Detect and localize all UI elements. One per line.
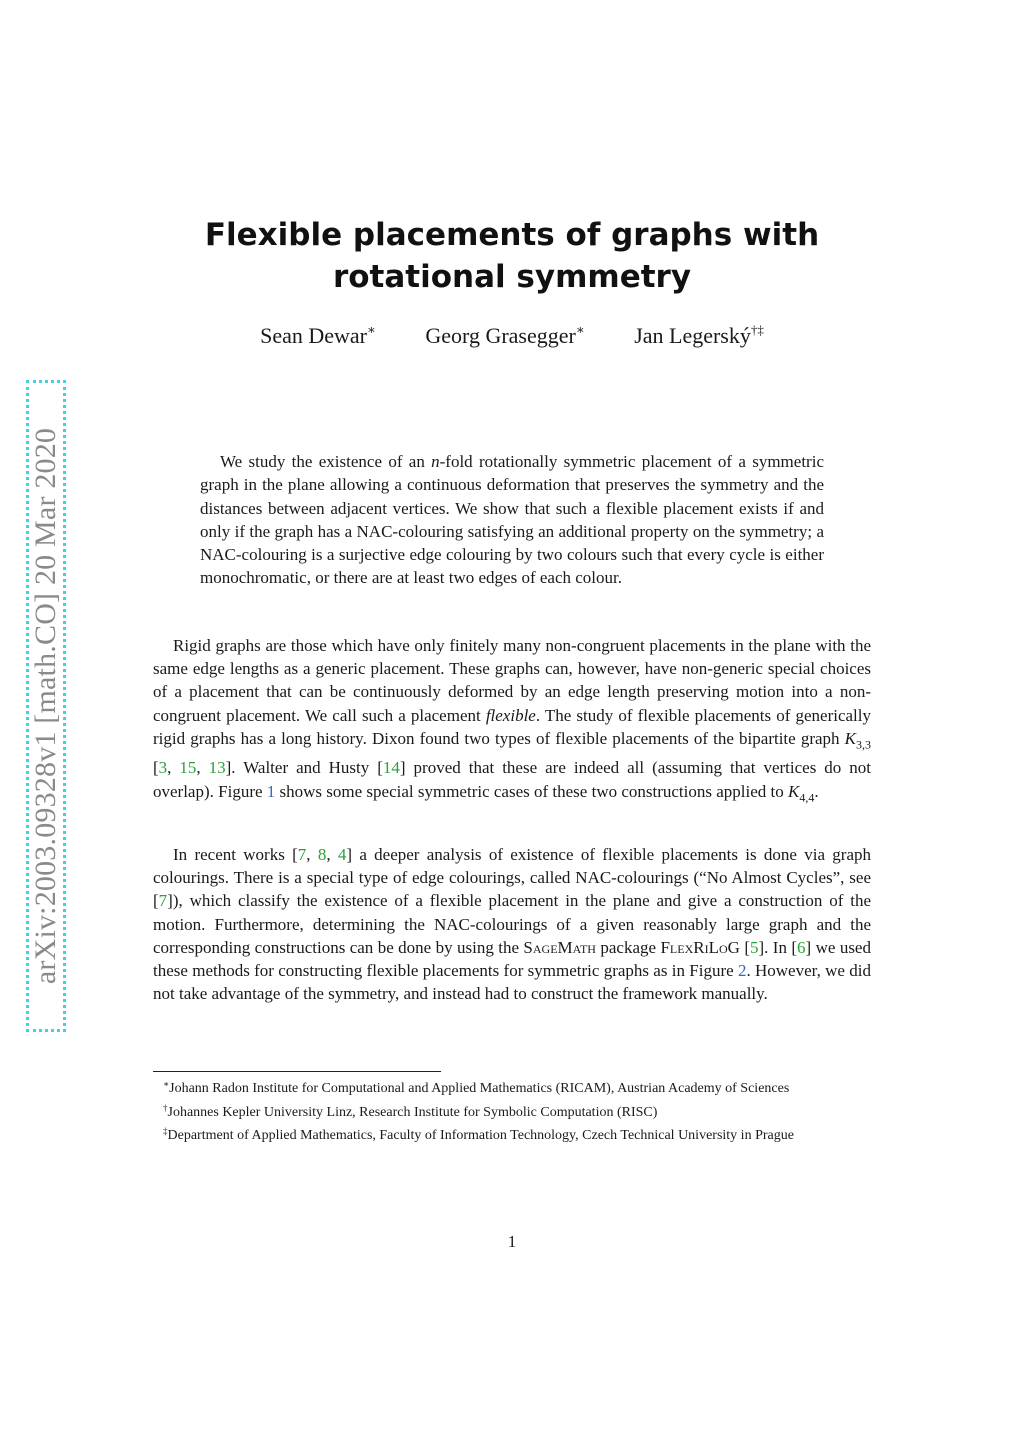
math-subscript: 4,4 (799, 790, 815, 804)
author-2 (425, 322, 584, 349)
footnote-mark: ∗ (163, 1079, 170, 1089)
body-text: ]), which classify the existence of a flexible placement in the plane and give a construction of the motion. Furthermore, determining the NAC-colourings of a given reasonably large graph and the corresponding constructions can be done by using the (153, 891, 871, 957)
author-name: Sean Dewar (260, 323, 368, 348)
body-text: Rigid graphs are those which have only finitely many non-congruent placements in the plane with the same edge lengths as a generic placement. These graphs can, however, have non-generic special choices of a placement that can be continuously deformed by an edge length preserving motion into a non-congruent placement. We call such a placement (153, 636, 871, 725)
figure-link-1[interactable]: 1 (266, 781, 276, 801)
footnote-1 (153, 1075, 871, 1099)
citation-link-13[interactable]: 13 (208, 758, 226, 778)
author-1 (260, 322, 376, 349)
software-name-sagemath: SageMath (523, 937, 596, 957)
body-text: ]. In [ (758, 937, 798, 957)
author-affiliation-mark: ∗ (575, 322, 585, 337)
body-paragraph-1 (153, 634, 871, 809)
body-text: , (196, 758, 209, 778)
title-line-1: Flexible placements of graphs with (204, 217, 820, 253)
author-affiliation-mark: †‡ (750, 322, 764, 337)
body-text: ] proved that these are indeed all (assuming that vertices do not overlap). Figure (153, 758, 872, 801)
citation-link-7[interactable]: 7 (297, 845, 307, 864)
citation-link-7[interactable]: 7 (158, 891, 168, 911)
abstract (200, 450, 824, 590)
body-text: [ (739, 937, 750, 957)
footnote-3 (153, 1122, 871, 1146)
body-text: ] we used these methods for constructing flexible placements for symmetric graphs as in Figure (153, 937, 871, 981)
page-number: 1 (507, 1232, 517, 1251)
author-list (0, 322, 1024, 349)
software-name-flexrilog: FlexRiLoG (660, 937, 740, 957)
author-name: Jan Legerský (634, 323, 751, 348)
footnote-text: Department of Applied Mathematics, Faculty of Information Technology, Czech Technical University in Prague (167, 1128, 794, 1143)
body-text: . The study of flexible placements of generically rigid graphs has a long history. Dixon found two types of flexible placements of the bipartite graph (153, 705, 871, 748)
arxiv-stamp (26, 380, 66, 1032)
author-affiliation-mark: ∗ (367, 322, 376, 337)
body-paragraph-2 (153, 843, 871, 1005)
footnote-text: Johann Radon Institute for Computational and Applied Mathematics (RICAM), Austrian Academy of Sciences (169, 1081, 790, 1096)
figure-link-2[interactable]: 2 (737, 961, 747, 981)
body-text: , (167, 758, 180, 778)
body-text: ]. Walter and Husty [ (225, 758, 383, 778)
math-base: K (844, 728, 856, 748)
math-subscript: 3,3 (856, 737, 871, 752)
footnotes (153, 1075, 871, 1146)
math-k44 (788, 781, 815, 804)
abstract-text: We study the existence of an (220, 452, 432, 471)
citation-link-6[interactable]: 6 (797, 937, 806, 957)
body-text: . However, we did not take advantage of the symmetry, and instead had to construct the framework manually. (153, 961, 871, 1004)
body-text: [ (153, 758, 159, 778)
citation-link-4[interactable]: 4 (337, 845, 347, 864)
citation-link-15[interactable]: 15 (179, 758, 197, 778)
footnote-2 (153, 1099, 871, 1123)
arxiv-stamp-text: arXiv:2003.09328v1 [math.CO] 20 Mar 2020 (29, 427, 62, 985)
body-text: , (306, 845, 318, 864)
footnote-rule (153, 1071, 441, 1072)
citation-link-14[interactable]: 14 (382, 758, 400, 778)
footnote-text: Johannes Kepler University Linz, Research Institute for Symbolic Computation (RISC) (167, 1104, 658, 1120)
math-k33 (844, 728, 871, 752)
footnote-mark: † (163, 1102, 168, 1113)
citation-link-3[interactable]: 3 (158, 758, 168, 778)
body-text: shows some special symmetric cases of these two constructions applied to (275, 781, 789, 801)
body-text: package (595, 937, 661, 957)
paper-title (0, 214, 1024, 298)
citation-link-5[interactable]: 5 (749, 937, 759, 957)
abstract-text: -fold rotationally symmetric placement of a symmetric graph in the plane allowing a continuous deformation that preserves the symmetry and the distances between adjacent vertices. We show that such a flexible placement exists if and only if the graph has a NAC-colouring satisfying an additional property on the symmetry; a NAC-colouring is a surjective edge colouring by two colours such that every cycle is either monochromatic, or there are at least two edges of each colour. (200, 452, 824, 588)
math-n: n (431, 452, 440, 471)
body-text: In recent works [ (173, 845, 298, 864)
body-text: , (326, 845, 338, 864)
footnote-mark: ‡ (163, 1126, 168, 1136)
body-text: ] a deeper analysis of existence of flexible placements is done via graph colourings. There is a special type of edge colourings, called NAC-colourings (“No Almost Cycles”, see [ (153, 845, 871, 911)
author-3 (634, 322, 764, 349)
body-text: . (814, 781, 819, 801)
citation-link-8[interactable]: 8 (317, 845, 327, 864)
title-line-2: rotational symmetry (332, 259, 692, 295)
author-name: Georg Grasegger (425, 323, 576, 348)
math-base: K (788, 781, 800, 801)
emphasis-flexible: flexible (485, 705, 536, 725)
